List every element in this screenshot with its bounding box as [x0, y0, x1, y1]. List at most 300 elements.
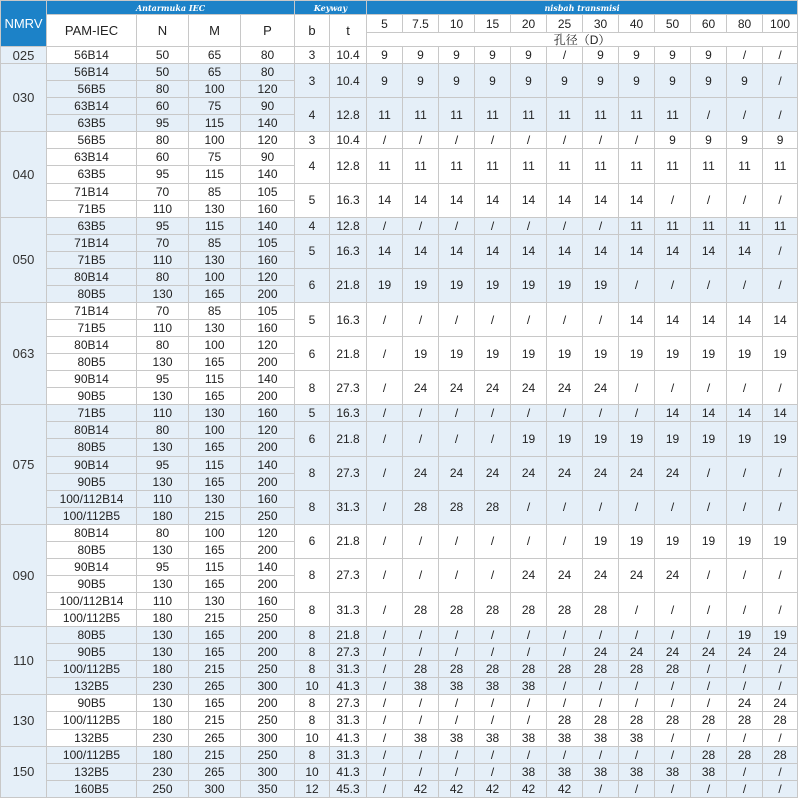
- bore-cell: 24: [403, 371, 439, 405]
- keyway-b-cell: 8: [295, 371, 330, 405]
- bore-cell: /: [583, 678, 619, 695]
- pam-iec-cell: 80B5: [47, 541, 137, 558]
- pam-iec-cell: 132B5: [47, 678, 137, 695]
- pam-iec-cell: 63B5: [47, 166, 137, 183]
- b-header: b: [295, 15, 330, 47]
- bore-cell: /: [763, 729, 798, 746]
- bore-cell: /: [619, 405, 655, 422]
- bore-cell: /: [439, 302, 475, 336]
- keyway-t-cell: 31.3: [330, 712, 367, 729]
- bore-cell: /: [547, 627, 583, 644]
- bore-cell: 11: [691, 217, 727, 234]
- bore-cell: /: [655, 678, 691, 695]
- bore-cell: 19: [763, 422, 798, 456]
- bore-cell: 14: [619, 234, 655, 268]
- bore-cell: 38: [655, 763, 691, 780]
- bore-cell: 19: [691, 524, 727, 558]
- n-cell: 60: [137, 98, 189, 115]
- bore-cell: /: [475, 627, 511, 644]
- n-cell: 70: [137, 183, 189, 200]
- p-cell: 200: [241, 473, 295, 490]
- bore-cell: 9: [439, 64, 475, 98]
- bore-cell: 19: [691, 337, 727, 371]
- bore-cell: 9: [619, 64, 655, 98]
- m-cell: 165: [189, 541, 241, 558]
- bore-cell: 38: [403, 678, 439, 695]
- keyway-b-cell: 8: [295, 712, 330, 729]
- bore-cell: 14: [727, 234, 763, 268]
- bore-cell: /: [367, 695, 403, 712]
- bore-cell: /: [547, 695, 583, 712]
- keyway-b-cell: 6: [295, 524, 330, 558]
- bore-cell: 42: [439, 780, 475, 797]
- bore-cell: /: [655, 490, 691, 524]
- bore-cell: 28: [619, 661, 655, 678]
- bore-cell: /: [511, 490, 547, 524]
- p-cell: 200: [241, 627, 295, 644]
- bore-cell: /: [511, 217, 547, 234]
- bore-cell: 24: [547, 371, 583, 405]
- bore-cell: /: [655, 268, 691, 302]
- pam-iec-cell: 100/112B5: [47, 610, 137, 627]
- bore-cell: /: [655, 627, 691, 644]
- p-cell: 120: [241, 422, 295, 439]
- ratio-header: 80: [727, 15, 763, 33]
- bore-cell: 11: [403, 149, 439, 183]
- bore-cell: /: [403, 712, 439, 729]
- bore-cell: 9: [727, 64, 763, 98]
- pam-iec-header: PAM-IEC: [47, 15, 137, 47]
- bore-cell: /: [691, 456, 727, 490]
- m-cell: 115: [189, 217, 241, 234]
- pam-iec-cell: 90B14: [47, 456, 137, 473]
- m-cell: 265: [189, 763, 241, 780]
- n-cell: 130: [137, 627, 189, 644]
- n-cell: 130: [137, 473, 189, 490]
- bore-cell: /: [439, 132, 475, 149]
- bore-cell: 42: [475, 780, 511, 797]
- n-cell: 130: [137, 354, 189, 371]
- bore-cell: 28: [583, 593, 619, 627]
- keyway-b-cell: 8: [295, 456, 330, 490]
- bore-cell: /: [439, 712, 475, 729]
- bore-cell: /: [367, 712, 403, 729]
- bore-cell: 19: [547, 268, 583, 302]
- bore-cell: /: [367, 490, 403, 524]
- bore-cell: /: [403, 627, 439, 644]
- pam-iec-cell: 56B5: [47, 132, 137, 149]
- keyway-b-cell: 6: [295, 337, 330, 371]
- table-row: [1, 371, 798, 388]
- bore-cell: /: [727, 763, 763, 780]
- bore-cell: 19: [583, 524, 619, 558]
- keyway-t-cell: 31.3: [330, 746, 367, 763]
- pam-iec-cell: 80B14: [47, 422, 137, 439]
- bore-cell: 11: [655, 98, 691, 132]
- table-row: [1, 695, 798, 712]
- bore-cell: 28: [691, 712, 727, 729]
- bore-cell: 14: [511, 183, 547, 217]
- p-cell: 140: [241, 115, 295, 132]
- bore-cell: 11: [763, 149, 798, 183]
- p-cell: 105: [241, 302, 295, 319]
- p-cell: 250: [241, 507, 295, 524]
- bore-cell: /: [475, 302, 511, 336]
- n-cell: 110: [137, 320, 189, 337]
- keyway-b-cell: 3: [295, 132, 330, 149]
- bore-cell: 24: [475, 371, 511, 405]
- header-ratio-row: [1, 15, 798, 33]
- p-cell: 200: [241, 644, 295, 661]
- n-cell: 110: [137, 251, 189, 268]
- bore-cell: 9: [691, 132, 727, 149]
- bore-cell: /: [727, 678, 763, 695]
- pam-iec-cell: 90B14: [47, 558, 137, 575]
- bore-cell: /: [367, 661, 403, 678]
- m-cell: 75: [189, 98, 241, 115]
- bore-cell: 19: [655, 422, 691, 456]
- keyway-b-cell: 4: [295, 217, 330, 234]
- m-cell: 100: [189, 132, 241, 149]
- bore-cell: 9: [403, 47, 439, 64]
- bore-cell: /: [475, 422, 511, 456]
- ratio-header: 10: [439, 15, 475, 33]
- bore-cell: 28: [727, 746, 763, 763]
- m-cell: 165: [189, 695, 241, 712]
- p-cell: 105: [241, 234, 295, 251]
- t-header: t: [330, 15, 367, 47]
- bore-cell: /: [511, 644, 547, 661]
- p-cell: 105: [241, 183, 295, 200]
- bore-cell: 14: [727, 302, 763, 336]
- bore-cell: /: [619, 132, 655, 149]
- bore-cell: /: [727, 456, 763, 490]
- bore-cell: 24: [403, 456, 439, 490]
- bore-cell: 19: [475, 337, 511, 371]
- bore-cell: /: [655, 780, 691, 797]
- bore-cell: 24: [475, 456, 511, 490]
- n-cell: 110: [137, 490, 189, 507]
- n-cell: 95: [137, 371, 189, 388]
- bore-cell: 19: [619, 422, 655, 456]
- m-cell: 165: [189, 354, 241, 371]
- p-cell: 120: [241, 132, 295, 149]
- bore-cell: 14: [439, 234, 475, 268]
- bore-cell: 9: [403, 64, 439, 98]
- bore-cell: 38: [619, 763, 655, 780]
- bore-cell: 19: [727, 627, 763, 644]
- bore-cell: 19: [403, 268, 439, 302]
- bore-cell: 28: [727, 712, 763, 729]
- ratio-group-header: nisbah transmisi: [367, 1, 798, 15]
- pam-iec-cell: 80B14: [47, 268, 137, 285]
- bore-cell: 14: [367, 234, 403, 268]
- bore-cell: /: [691, 729, 727, 746]
- bore-cell: /: [727, 593, 763, 627]
- bore-cell: /: [727, 780, 763, 797]
- p-cell: 160: [241, 490, 295, 507]
- bore-cell: /: [547, 746, 583, 763]
- pam-iec-cell: 100/112B14: [47, 490, 137, 507]
- bore-cell: /: [403, 695, 439, 712]
- m-cell: 165: [189, 285, 241, 302]
- bore-cell: /: [547, 678, 583, 695]
- ratio-header: 100: [763, 15, 798, 33]
- n-cell: 70: [137, 234, 189, 251]
- bore-cell: /: [763, 763, 798, 780]
- keyway-b-cell: 10: [295, 729, 330, 746]
- pam-iec-cell: 56B5: [47, 81, 137, 98]
- bore-cell: /: [547, 47, 583, 64]
- bore-cell: /: [763, 47, 798, 64]
- keyway-t-cell: 27.3: [330, 644, 367, 661]
- pam-iec-cell: 90B5: [47, 644, 137, 661]
- bore-cell: 38: [439, 678, 475, 695]
- pam-iec-cell: 71B5: [47, 405, 137, 422]
- pam-iec-cell: 80B14: [47, 337, 137, 354]
- pam-iec-cell: 63B5: [47, 115, 137, 132]
- bore-cell: /: [583, 132, 619, 149]
- keyway-t-cell: 21.8: [330, 268, 367, 302]
- m-cell: 115: [189, 558, 241, 575]
- bore-cell: /: [367, 405, 403, 422]
- table-row: [1, 422, 798, 439]
- bore-cell: 14: [655, 302, 691, 336]
- bore-cell: /: [439, 217, 475, 234]
- bore-cell: 42: [511, 780, 547, 797]
- bore-cell: /: [475, 558, 511, 592]
- bore-cell: /: [763, 456, 798, 490]
- p-cell: 250: [241, 712, 295, 729]
- bore-cell: 11: [475, 149, 511, 183]
- bore-cell: 38: [583, 763, 619, 780]
- bore-cell: /: [403, 746, 439, 763]
- bore-cell: /: [619, 593, 655, 627]
- m-cell: 100: [189, 81, 241, 98]
- bore-cell: 11: [619, 98, 655, 132]
- keyway-b-cell: 8: [295, 644, 330, 661]
- bore-cell: /: [547, 302, 583, 336]
- bore-cell: /: [475, 644, 511, 661]
- bore-cell: 24: [763, 644, 798, 661]
- bore-cell: 14: [475, 234, 511, 268]
- pam-iec-cell: 100/112B5: [47, 712, 137, 729]
- keyway-t-cell: 41.3: [330, 678, 367, 695]
- bore-cell: /: [367, 524, 403, 558]
- header-group-row: [1, 1, 798, 15]
- bore-cell: 9: [583, 64, 619, 98]
- bore-cell: /: [727, 490, 763, 524]
- m-cell: 75: [189, 149, 241, 166]
- bore-cell: /: [727, 268, 763, 302]
- m-cell: 130: [189, 320, 241, 337]
- keyway-b-cell: 8: [295, 695, 330, 712]
- bore-cell: 14: [403, 183, 439, 217]
- n-cell: 230: [137, 763, 189, 780]
- bore-cell: /: [655, 729, 691, 746]
- bore-cell: /: [367, 627, 403, 644]
- bore-cell: 9: [691, 47, 727, 64]
- keyway-t-cell: 31.3: [330, 490, 367, 524]
- bore-cell: /: [511, 695, 547, 712]
- bore-cell: 24: [619, 644, 655, 661]
- table-row: [1, 149, 798, 166]
- ratio-header: 25: [547, 15, 583, 33]
- keyway-b-cell: 4: [295, 149, 330, 183]
- bore-cell: /: [691, 661, 727, 678]
- p-cell: 200: [241, 388, 295, 405]
- bore-cell: 42: [403, 780, 439, 797]
- pam-iec-cell: 71B5: [47, 200, 137, 217]
- keyway-t-cell: 12.8: [330, 217, 367, 234]
- bore-cell: /: [547, 644, 583, 661]
- bore-cell: /: [367, 729, 403, 746]
- m-cell: 100: [189, 337, 241, 354]
- table-row: [1, 712, 798, 729]
- keyway-t-cell: 21.8: [330, 337, 367, 371]
- bore-cell: 24: [763, 695, 798, 712]
- bore-cell: /: [403, 405, 439, 422]
- bore-cell: 9: [655, 132, 691, 149]
- bore-cell: /: [727, 558, 763, 592]
- table-row: [1, 217, 798, 234]
- bore-cell: 28: [403, 661, 439, 678]
- bore-cell: /: [691, 558, 727, 592]
- bore-cell: 24: [547, 558, 583, 592]
- pam-iec-cell: 80B5: [47, 439, 137, 456]
- bore-cell: /: [583, 405, 619, 422]
- bore-cell: /: [367, 746, 403, 763]
- pam-iec-cell: 80B5: [47, 354, 137, 371]
- bore-cell: /: [511, 746, 547, 763]
- bore-cell: 14: [619, 183, 655, 217]
- p-cell: 350: [241, 780, 295, 797]
- bore-cell: 28: [511, 593, 547, 627]
- table-row: [1, 644, 798, 661]
- pam-iec-cell: 90B5: [47, 575, 137, 592]
- p-cell: 120: [241, 268, 295, 285]
- bore-cell: 14: [619, 302, 655, 336]
- bore-cell: 19: [619, 337, 655, 371]
- bore-cell: 19: [439, 337, 475, 371]
- n-cell: 180: [137, 661, 189, 678]
- table-row: [1, 780, 798, 797]
- bore-cell: /: [763, 234, 798, 268]
- p-cell: 140: [241, 217, 295, 234]
- bore-cell: 11: [763, 217, 798, 234]
- m-cell: 215: [189, 746, 241, 763]
- bore-cell: 19: [583, 422, 619, 456]
- bore-cell: 24: [691, 644, 727, 661]
- nmrv-size-cell: 063: [1, 302, 47, 404]
- bore-cell: /: [475, 695, 511, 712]
- ratio-header: 7.5: [403, 15, 439, 33]
- pam-iec-cell: 71B5: [47, 251, 137, 268]
- n-cell: 130: [137, 575, 189, 592]
- bore-cell: /: [691, 371, 727, 405]
- bore-cell: 28: [439, 490, 475, 524]
- keyway-t-cell: 41.3: [330, 763, 367, 780]
- keyway-b-cell: 10: [295, 763, 330, 780]
- p-header: P: [241, 15, 295, 47]
- bore-cell: /: [727, 661, 763, 678]
- table-row: [1, 337, 798, 354]
- bore-cell: 19: [511, 422, 547, 456]
- pam-iec-cell: 132B5: [47, 763, 137, 780]
- keyway-b-cell: 5: [295, 183, 330, 217]
- bore-cell: 38: [511, 729, 547, 746]
- table-row: [1, 47, 798, 64]
- m-cell: 130: [189, 593, 241, 610]
- n-header: N: [137, 15, 189, 47]
- n-cell: 180: [137, 746, 189, 763]
- bore-cell: /: [367, 456, 403, 490]
- bore-cell: 14: [547, 234, 583, 268]
- keyway-t-cell: 21.8: [330, 422, 367, 456]
- bore-cell: /: [439, 524, 475, 558]
- bore-cell: 11: [583, 98, 619, 132]
- pam-iec-cell: 71B14: [47, 234, 137, 251]
- p-cell: 80: [241, 64, 295, 81]
- keyway-t-cell: 10.4: [330, 47, 367, 64]
- table-row: [1, 302, 798, 319]
- bore-cell: /: [439, 627, 475, 644]
- p-cell: 300: [241, 678, 295, 695]
- bore-cell: 28: [439, 593, 475, 627]
- bore-cell: 11: [475, 98, 511, 132]
- bore-cell: 19: [763, 627, 798, 644]
- bore-cell: 9: [655, 64, 691, 98]
- keyway-t-cell: 21.8: [330, 627, 367, 644]
- n-cell: 95: [137, 456, 189, 473]
- ratio-header: 50: [655, 15, 691, 33]
- ratio-header: 5: [367, 15, 403, 33]
- bore-cell: 38: [547, 729, 583, 746]
- bore-cell: 9: [547, 64, 583, 98]
- pam-iec-cell: 90B14: [47, 371, 137, 388]
- p-cell: 90: [241, 98, 295, 115]
- table-body: [1, 47, 798, 798]
- pam-iec-cell: 100/112B14: [47, 593, 137, 610]
- bore-cell: /: [367, 763, 403, 780]
- keyway-t-cell: 12.8: [330, 149, 367, 183]
- bore-cell: 28: [475, 593, 511, 627]
- n-cell: 250: [137, 780, 189, 797]
- bore-cell: 11: [367, 149, 403, 183]
- p-cell: 160: [241, 405, 295, 422]
- bore-cell: 9: [511, 47, 547, 64]
- bore-cell: 42: [547, 780, 583, 797]
- bore-cell: 28: [583, 661, 619, 678]
- bore-cell: 11: [655, 149, 691, 183]
- bore-cell: 11: [367, 98, 403, 132]
- keyway-t-cell: 27.3: [330, 558, 367, 592]
- bore-cell: 19: [583, 268, 619, 302]
- n-cell: 130: [137, 285, 189, 302]
- table-row: [1, 763, 798, 780]
- bore-cell: /: [475, 524, 511, 558]
- bore-cell: /: [691, 268, 727, 302]
- p-cell: 140: [241, 456, 295, 473]
- bore-cell: 24: [583, 558, 619, 592]
- keyway-t-cell: 31.3: [330, 661, 367, 678]
- bore-cell: /: [439, 695, 475, 712]
- keyway-t-cell: 16.3: [330, 405, 367, 422]
- bore-cell: 14: [439, 183, 475, 217]
- bore-cell: /: [763, 98, 798, 132]
- table-row: [1, 64, 798, 81]
- bore-cell: 24: [727, 644, 763, 661]
